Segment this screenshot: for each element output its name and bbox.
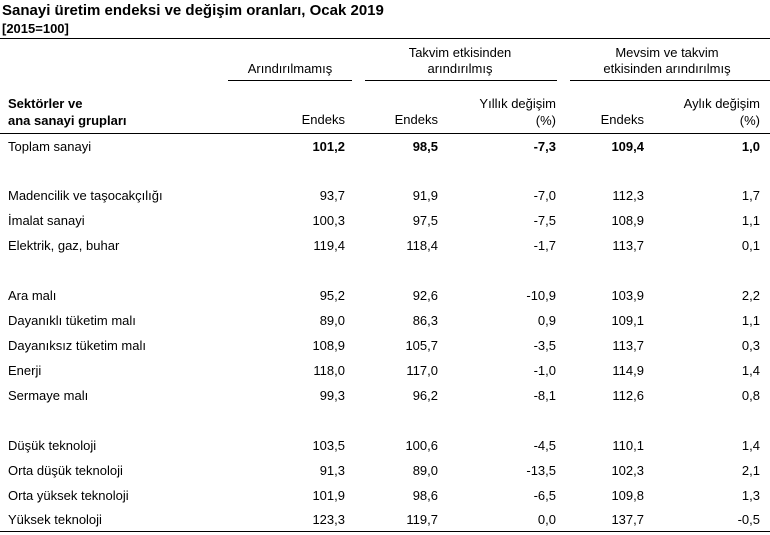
cell-index-seasonal: 137,7 xyxy=(611,512,644,527)
cell-index-seasonal: 108,9 xyxy=(611,213,644,228)
table-row xyxy=(0,438,770,460)
cell-monthly-change: 2,1 xyxy=(741,463,760,478)
row-label: Düşük teknoloji xyxy=(8,438,97,453)
cell-index-seasonal: 102,3 xyxy=(611,463,644,478)
group-label-unadjusted: Arındırılmamış xyxy=(247,61,333,76)
table-row xyxy=(0,213,770,235)
cell-index-unadjusted: 101,9 xyxy=(312,488,345,503)
cell-annual-change: -10,9 xyxy=(526,288,556,303)
cell-index-calendar: 98,5 xyxy=(412,139,438,154)
cell-monthly-change: 1,3 xyxy=(741,488,760,503)
cell-monthly-change: 1,1 xyxy=(741,313,760,328)
row-label: İmalat sanayi xyxy=(8,213,85,228)
column-header-monthly-2: (%) xyxy=(739,113,760,128)
group-rule-seasonal xyxy=(570,80,770,81)
cell-index-unadjusted: 101,2 xyxy=(312,139,345,154)
cell-index-unadjusted: 123,3 xyxy=(312,512,345,527)
cell-index-calendar: 98,6 xyxy=(412,488,438,503)
cell-monthly-change: 1,7 xyxy=(741,188,760,203)
cell-index-unadjusted: 100,3 xyxy=(312,213,345,228)
row-label: Sermaye malı xyxy=(8,388,89,403)
header-rule xyxy=(0,133,770,134)
cell-annual-change: -13,5 xyxy=(526,463,556,478)
cell-index-seasonal: 103,9 xyxy=(611,288,644,303)
table-row xyxy=(0,463,770,485)
cell-monthly-change: 0,3 xyxy=(741,338,760,353)
row-label: Ara malı xyxy=(8,288,57,303)
group-header-calendar xyxy=(365,45,555,77)
table-row xyxy=(0,188,770,210)
cell-annual-change: -1,0 xyxy=(533,363,556,378)
group-label-seasonal-1: Mevsim ve takvim xyxy=(615,45,719,60)
group-header-unadjusted xyxy=(228,61,352,77)
table-row xyxy=(0,139,770,161)
cell-index-calendar: 100,6 xyxy=(405,438,438,453)
row-label: Dayanıklı tüketim malı xyxy=(8,313,136,328)
cell-index-unadjusted: 89,0 xyxy=(319,313,345,328)
table-row xyxy=(0,338,770,360)
column-header-monthly-change xyxy=(684,95,760,129)
row-label: Enerji xyxy=(8,363,42,378)
column-header-sector-2: ana sanayi grupları xyxy=(8,113,127,128)
cell-index-unadjusted: 95,2 xyxy=(319,288,345,303)
cell-index-seasonal: 113,7 xyxy=(612,338,644,353)
bottom-rule xyxy=(0,531,770,532)
cell-monthly-change: 0,1 xyxy=(741,238,760,253)
group-label-calendar-1: Takvim etkisinden xyxy=(408,45,512,60)
cell-index-unadjusted: 119,4 xyxy=(313,238,345,253)
column-header-annual-change xyxy=(479,95,556,129)
cell-monthly-change: -0,5 xyxy=(737,512,760,527)
cell-annual-change: -8,1 xyxy=(533,388,556,403)
cell-annual-change: 0,0 xyxy=(537,512,556,527)
table-row xyxy=(0,313,770,335)
cell-index-unadjusted: 91,3 xyxy=(319,463,345,478)
table-row xyxy=(0,288,770,310)
group-label-calendar-2: arındırılmış xyxy=(427,61,493,76)
cell-index-unadjusted: 118,0 xyxy=(313,363,345,378)
cell-index-seasonal: 112,3 xyxy=(612,188,644,203)
cell-annual-change: -4,5 xyxy=(533,438,556,453)
cell-index-unadjusted: 103,5 xyxy=(312,438,345,453)
column-header-sector xyxy=(8,95,127,129)
table-subtitle: [2015=100] xyxy=(2,21,69,36)
column-header-monthly-1: Aylık değişim xyxy=(683,96,760,111)
cell-index-calendar: 89,0 xyxy=(412,463,438,478)
cell-annual-change: -7,0 xyxy=(533,188,556,203)
row-label: Orta yüksek teknoloji xyxy=(8,488,129,503)
cell-monthly-change: 1,1 xyxy=(741,213,760,228)
cell-annual-change: -3,5 xyxy=(533,338,556,353)
cell-index-seasonal: 109,4 xyxy=(611,139,644,154)
cell-index-seasonal: 112,6 xyxy=(612,388,644,403)
group-label-seasonal-2: etkisinden arındırılmış xyxy=(603,61,731,76)
cell-index-calendar: 97,5 xyxy=(412,213,438,228)
column-header-index-unadjusted: Endeks xyxy=(301,112,345,127)
column-header-annual-2: (%) xyxy=(535,113,556,128)
cell-index-seasonal: 113,7 xyxy=(612,238,644,253)
cell-index-calendar: 92,6 xyxy=(412,288,438,303)
cell-monthly-change: 0,8 xyxy=(741,388,760,403)
group-rule-unadjusted xyxy=(228,80,352,81)
table-row xyxy=(0,363,770,385)
row-label: Orta düşük teknoloji xyxy=(8,463,123,478)
cell-index-calendar: 119,7 xyxy=(406,512,438,527)
cell-annual-change: -7,3 xyxy=(533,139,556,154)
cell-annual-change: -6,5 xyxy=(533,488,556,503)
top-rule xyxy=(0,38,770,39)
cell-annual-change: -1,7 xyxy=(533,238,556,253)
cell-index-calendar: 117,0 xyxy=(406,363,438,378)
cell-index-seasonal: 110,1 xyxy=(612,438,644,453)
column-header-index-calendar: Endeks xyxy=(394,112,438,127)
column-header-index-seasonal: Endeks xyxy=(600,112,644,127)
table-row xyxy=(0,388,770,410)
cell-index-seasonal: 109,1 xyxy=(611,313,644,328)
cell-monthly-change: 2,2 xyxy=(741,288,760,303)
cell-index-calendar: 91,9 xyxy=(412,188,438,203)
cell-index-seasonal: 114,9 xyxy=(612,363,644,378)
row-label: Toplam sanayi xyxy=(8,139,92,154)
group-rule-calendar xyxy=(365,80,557,81)
cell-index-unadjusted: 99,3 xyxy=(319,388,345,403)
cell-index-calendar: 105,7 xyxy=(405,338,438,353)
cell-index-calendar: 86,3 xyxy=(412,313,438,328)
table-row xyxy=(0,238,770,260)
row-label: Yüksek teknoloji xyxy=(8,512,102,527)
cell-monthly-change: 1,0 xyxy=(741,139,760,154)
cell-monthly-change: 1,4 xyxy=(741,363,760,378)
cell-annual-change: 0,9 xyxy=(537,313,556,328)
cell-monthly-change: 1,4 xyxy=(741,438,760,453)
cell-index-calendar: 96,2 xyxy=(412,388,438,403)
column-header-annual-1: Yıllık değişim xyxy=(479,96,556,111)
column-header-sector-1: Sektörler ve xyxy=(8,96,83,111)
row-label: Elektrik, gaz, buhar xyxy=(8,238,120,253)
table-title: Sanayi üretim endeksi ve değişim oranları, Ocak 2019 xyxy=(2,2,384,19)
table-row xyxy=(0,488,770,510)
cell-index-unadjusted: 108,9 xyxy=(312,338,345,353)
group-header-seasonal xyxy=(572,45,762,77)
cell-annual-change: -7,5 xyxy=(533,213,556,228)
cell-index-calendar: 118,4 xyxy=(406,238,438,253)
row-label: Dayanıksız tüketim malı xyxy=(8,338,146,353)
cell-index-seasonal: 109,8 xyxy=(611,488,644,503)
row-label: Madencilik ve taşocakçılığı xyxy=(8,188,163,203)
cell-index-unadjusted: 93,7 xyxy=(319,188,345,203)
